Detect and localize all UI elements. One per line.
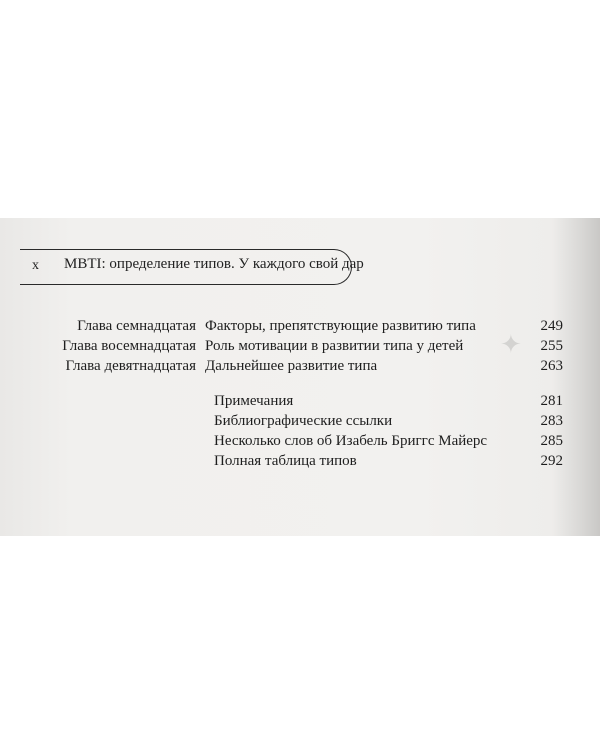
toc-appendix-row	[0, 393, 600, 413]
show-through-text: ✦	[500, 330, 522, 359]
header-page-number: x	[32, 258, 39, 273]
toc-chapter-row	[0, 318, 600, 338]
appendix-title: Библиографические ссылки	[214, 413, 393, 429]
appendix-page: 285	[540, 433, 563, 449]
appendix-title: Полная таблица типов	[214, 453, 357, 469]
chapter-label: Глава восемнадцатая	[62, 338, 196, 354]
appendix-page: 283	[540, 413, 563, 429]
appendix-title: Примечания	[214, 393, 294, 409]
chapter-title: Факторы, препятствующие развитию типа	[205, 318, 476, 334]
toc-appendix-row	[0, 413, 600, 433]
toc-appendix-row	[0, 453, 600, 473]
chapter-label: Глава девятнадцатая	[65, 358, 196, 374]
toc-chapter-row	[0, 358, 600, 378]
chapter-page: 255	[540, 338, 563, 354]
appendix-page: 281	[540, 393, 563, 409]
chapter-page: 263	[540, 358, 563, 374]
chapter-page: 249	[540, 318, 563, 334]
toc-chapter-row	[0, 338, 600, 358]
appendix-page: 292	[540, 453, 563, 469]
header-title: MBTI: определение типов. У каждого свой дар	[64, 256, 364, 272]
chapter-title: Роль мотивации в развитии типа у детей	[205, 338, 464, 354]
chapter-label: Глава семнадцатая	[77, 318, 196, 334]
chapter-title: Дальнейшее развитие типа	[205, 358, 378, 374]
appendix-title: Несколько слов об Изабель Бриггс Майерс	[214, 433, 488, 449]
toc-appendix-row	[0, 433, 600, 453]
